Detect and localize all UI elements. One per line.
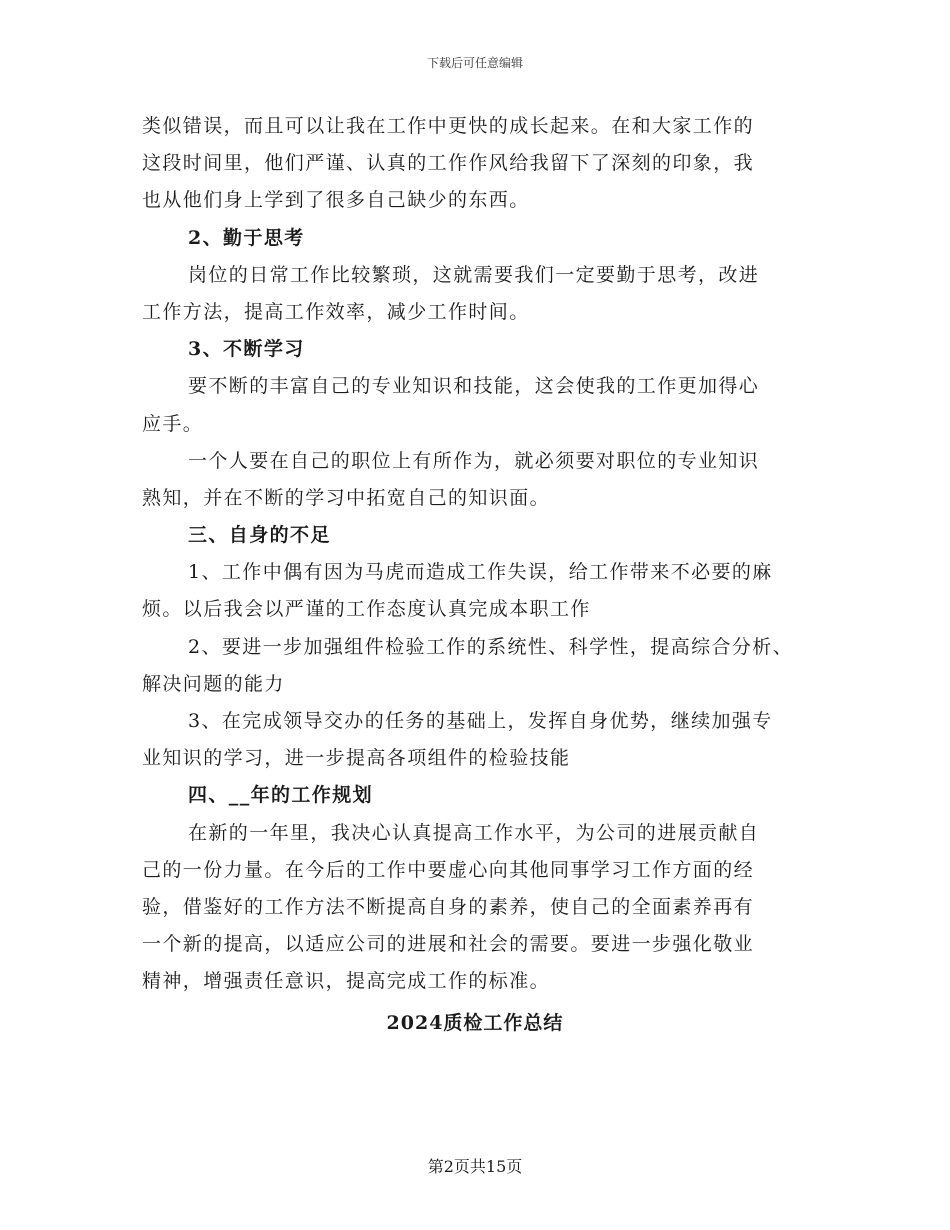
text-line: 类似错误，而且可以让我在工作中更快的成长起来。在和大家工作的	[142, 115, 755, 137]
text-line: 精神，增强责任意识，提高完成工作的标准。	[142, 970, 551, 993]
text-line: 要不断的丰富自己的专业知识和技能，这会使我的工作更加得心	[188, 375, 760, 398]
text-line: 这段时间里，他们严谨、认真的工作作风给我留下了深刻的印象，我	[142, 152, 755, 175]
page-footer: 第2页共15页	[427, 1157, 523, 1176]
text-line: 岗位的日常工作比较繁琐，这就需要我们一定要勤于思考，改进	[188, 263, 760, 286]
text-line: 验，借鉴好的工作方法不断提高自身的素养，使自己的全面素养再有	[142, 895, 755, 918]
paragraph-lines	[142, 108, 822, 1001]
text-line: 1、工作中偶有因为马虎而造成工作失误，给工作带来不必要的麻	[188, 561, 773, 584]
text-line: 烦。以后我会以严谨的工作态度认真完成本职工作	[142, 598, 591, 621]
text-line: 熟知，并在不断的学习中拓宽自己的知识面。	[142, 486, 551, 509]
section-heading: 3、不断学习	[188, 338, 305, 361]
page-header: 下载后可任意编辑	[426, 56, 523, 70]
section-title: 2024质检工作总结	[386, 1011, 564, 1034]
text-line: 解决问题的能力	[142, 672, 285, 695]
document-body	[142, 108, 822, 1045]
text-line: 己的一份力量。在今后的工作中要虚心向其他同事学习工作方面的经	[142, 858, 755, 881]
text-line: 一个人要在自己的职位上有所作为，就必须要对职位的专业知识	[188, 449, 760, 472]
text-line: 业知识的学习，进一步提高各项组件的检验技能	[142, 747, 571, 770]
text-line: 应手。	[142, 412, 204, 435]
section-heading: 三、自身的不足	[188, 524, 331, 547]
text-line: 在新的一年里，我决心认真提高工作水平，为公司的进展贡献自	[188, 821, 760, 844]
text-line: 2、要进一步加强组件检验工作的系统性、科学性，提高综合分析、	[188, 635, 794, 658]
text-line: 也从他们身上学到了很多自己缺少的东西。	[142, 189, 530, 212]
text-line: 工作方法，提高工作效率，减少工作时间。	[142, 300, 530, 323]
text-line: 一个新的提高，以适应公司的进展和社会的需要。要进一步强化敬业	[142, 933, 755, 956]
section-heading: 四、__年的工作规划	[188, 784, 374, 807]
text-line: 3、在完成领导交办的任务的基础上，发挥自身优势，继续加强专	[188, 710, 773, 732]
section-heading: 2、勤于思考	[188, 226, 305, 249]
